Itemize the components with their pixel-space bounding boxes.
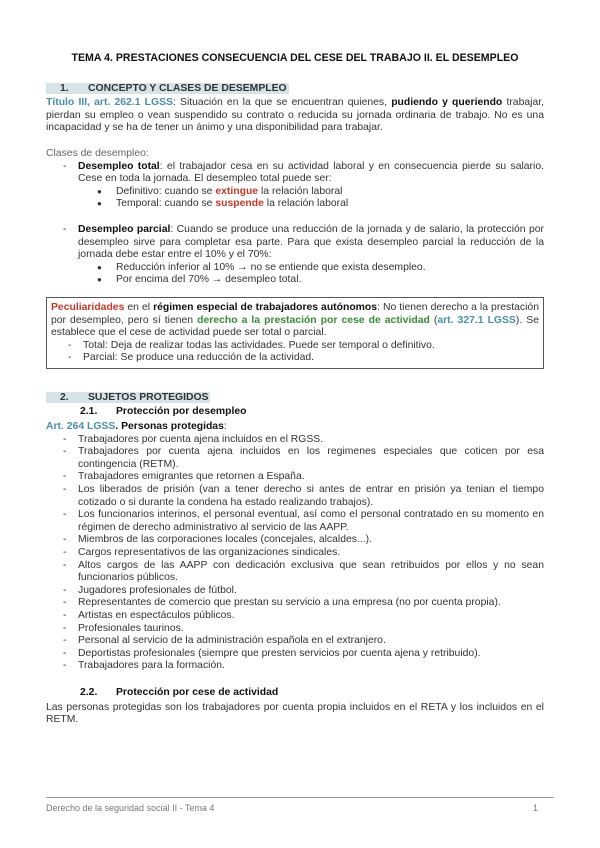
clases-label: Clases de desempleo: xyxy=(46,147,149,159)
cese-parcial: - Parcial: Se produce una reducción de la actividad. xyxy=(51,352,539,365)
list-item: - Jugadores profesionales de fútbol. xyxy=(46,585,544,598)
list-item: - Miembros de las corporaciones locales (concejales, alcaldes...). xyxy=(46,534,544,547)
list-item: - Los funcionarios interinos, el personal eventual, así como el personal contratado en su momento en régimen de derecho administrativo al servicio de las AAPP. xyxy=(46,509,544,534)
list-item: - Deportistas profesionales (siempre que presten servicios por cuenta ajena y retribuido). xyxy=(46,648,544,661)
document-page xyxy=(46,52,544,727)
reduccion-superior: ● Por encima del 70% → desempleo total. xyxy=(78,274,544,287)
subsection-2-1: 2.1. Protección por desempleo xyxy=(80,406,247,418)
section-1-heading: 1. CONCEPTO Y CLASES DE DESEMPLEO xyxy=(46,83,544,96)
cese-actividad-text: Las personas protegidas son los trabajadores por cuenta propia incluidos en el RETA y los incluidos en el RETM. xyxy=(46,701,544,726)
section-2-heading: 2. SUJETOS PROTEGIDOS xyxy=(46,392,544,405)
list-item: - Artistas en espectáculos públicos. xyxy=(46,610,544,623)
list-item: - Representantes de comercio que prestan su servicio a una empresa (no por cuenta propia). xyxy=(46,597,544,610)
list-item: - Trabajadores emigrantes que retornen a España. xyxy=(46,471,544,484)
definitivo-item: ● Definitivo: cuando se extingue la relación laboral xyxy=(78,186,544,199)
page-number: 1 xyxy=(533,803,539,813)
list-item: - Los liberados de prisión (van a tener derecho si antes de entrar en prisión ya tenian el tiempo cotizado o si durante la condena ha estado realizando trabajos). xyxy=(46,484,544,509)
list-item: - Trabajadores por cuenta ajena incluidos en el RGSS. xyxy=(46,434,544,447)
autonomos-box: Peculiaridades en el régimen especial de trabajadores autónomos: No tienen derecho a la prestación por desempleo, pero sí tienen derecho a la prestación por cese de actividad (art. 327.1 LGSS). Se establece que el cese de actividad puede ser total o parcial. - Total: Deja de realizar todas las actividades. Puede ser temporal o definitivo. - Parcial: Se produce una reducción de la actividad. xyxy=(46,297,544,369)
list-item: - Trabajadores por cuenta ajena incluidos en los regimenes especiales que coticen por esa contingencia (RETM). xyxy=(46,446,544,471)
section-1-definition: Título III, art. 262.1 LGSS: Situación en la que se encuentran quienes, pudiendo y queriendo trabajar, pierdan su empleo o vean suspendido su contrato o reducida su jornada ordinaria de trabajo. No es una incapacidad y se ha de tener un ánimo y una disponibilidad para trabajar. xyxy=(46,97,544,134)
reduccion-inferior: ● Reducción inferior al 10% → no se entiende que exista desempleo. xyxy=(78,262,544,275)
document-title: TEMA 4. PRESTACIONES CONSECUENCIA DEL CESE DEL TRABAJO II. EL DESEMPLEO xyxy=(71,52,519,64)
subsection-2-2: 2.2. Protección por cese de actividad xyxy=(80,686,279,698)
desempleo-total: - Desempleo total: el trabajador cesa en su actividad laboral y en consecuencia pierde su salario. Cese en toda la jornada. El desempleo total puede ser: ● Definitivo: cuando se extingue la relación laboral ● Temporal: cuando se suspende la relación laboral xyxy=(46,161,544,211)
protected-persons-list xyxy=(46,434,544,673)
list-item: - Personal al servicio de la administración española en el extranjero. xyxy=(46,635,544,648)
temporal-item: ● Temporal: cuando se suspende la relación laboral xyxy=(78,198,544,211)
cese-total: - Total: Deja de realizar todas las actividades. Puede ser temporal o definitivo. xyxy=(51,340,539,353)
list-item: - Cargos representativos de las organizaciones sindicales. xyxy=(46,547,544,560)
footer-rule xyxy=(46,797,554,798)
art-264: Art. 264 LGSS. Personas protegidas: xyxy=(46,421,227,433)
list-item: - Profesionales taurinos. xyxy=(46,623,544,636)
desempleo-parcial: - Desempleo parcial: Cuando se produce una reducción de la jornada y de salario, la protección por desempleo sirve para completar esa parte. Para que exista desempleo parcial la reducción de la jornada debe estar entre el 10% y el 70%: ● Reducción inferior al 10% → no se entiende que exista desempleo. ● Por encima del 70% → desempleo total. xyxy=(46,224,544,287)
list-item: - Trabajadores para la formación. xyxy=(46,660,544,673)
list-item: - Altos cargos de las AAPP con dedicación exclusiva que sean retribuidos por ellos y no sean funcionarios públicos. xyxy=(46,560,544,585)
clases-list xyxy=(46,161,544,287)
footer-text: Derecho de la seguridad social II - Tema 4 xyxy=(46,803,215,813)
